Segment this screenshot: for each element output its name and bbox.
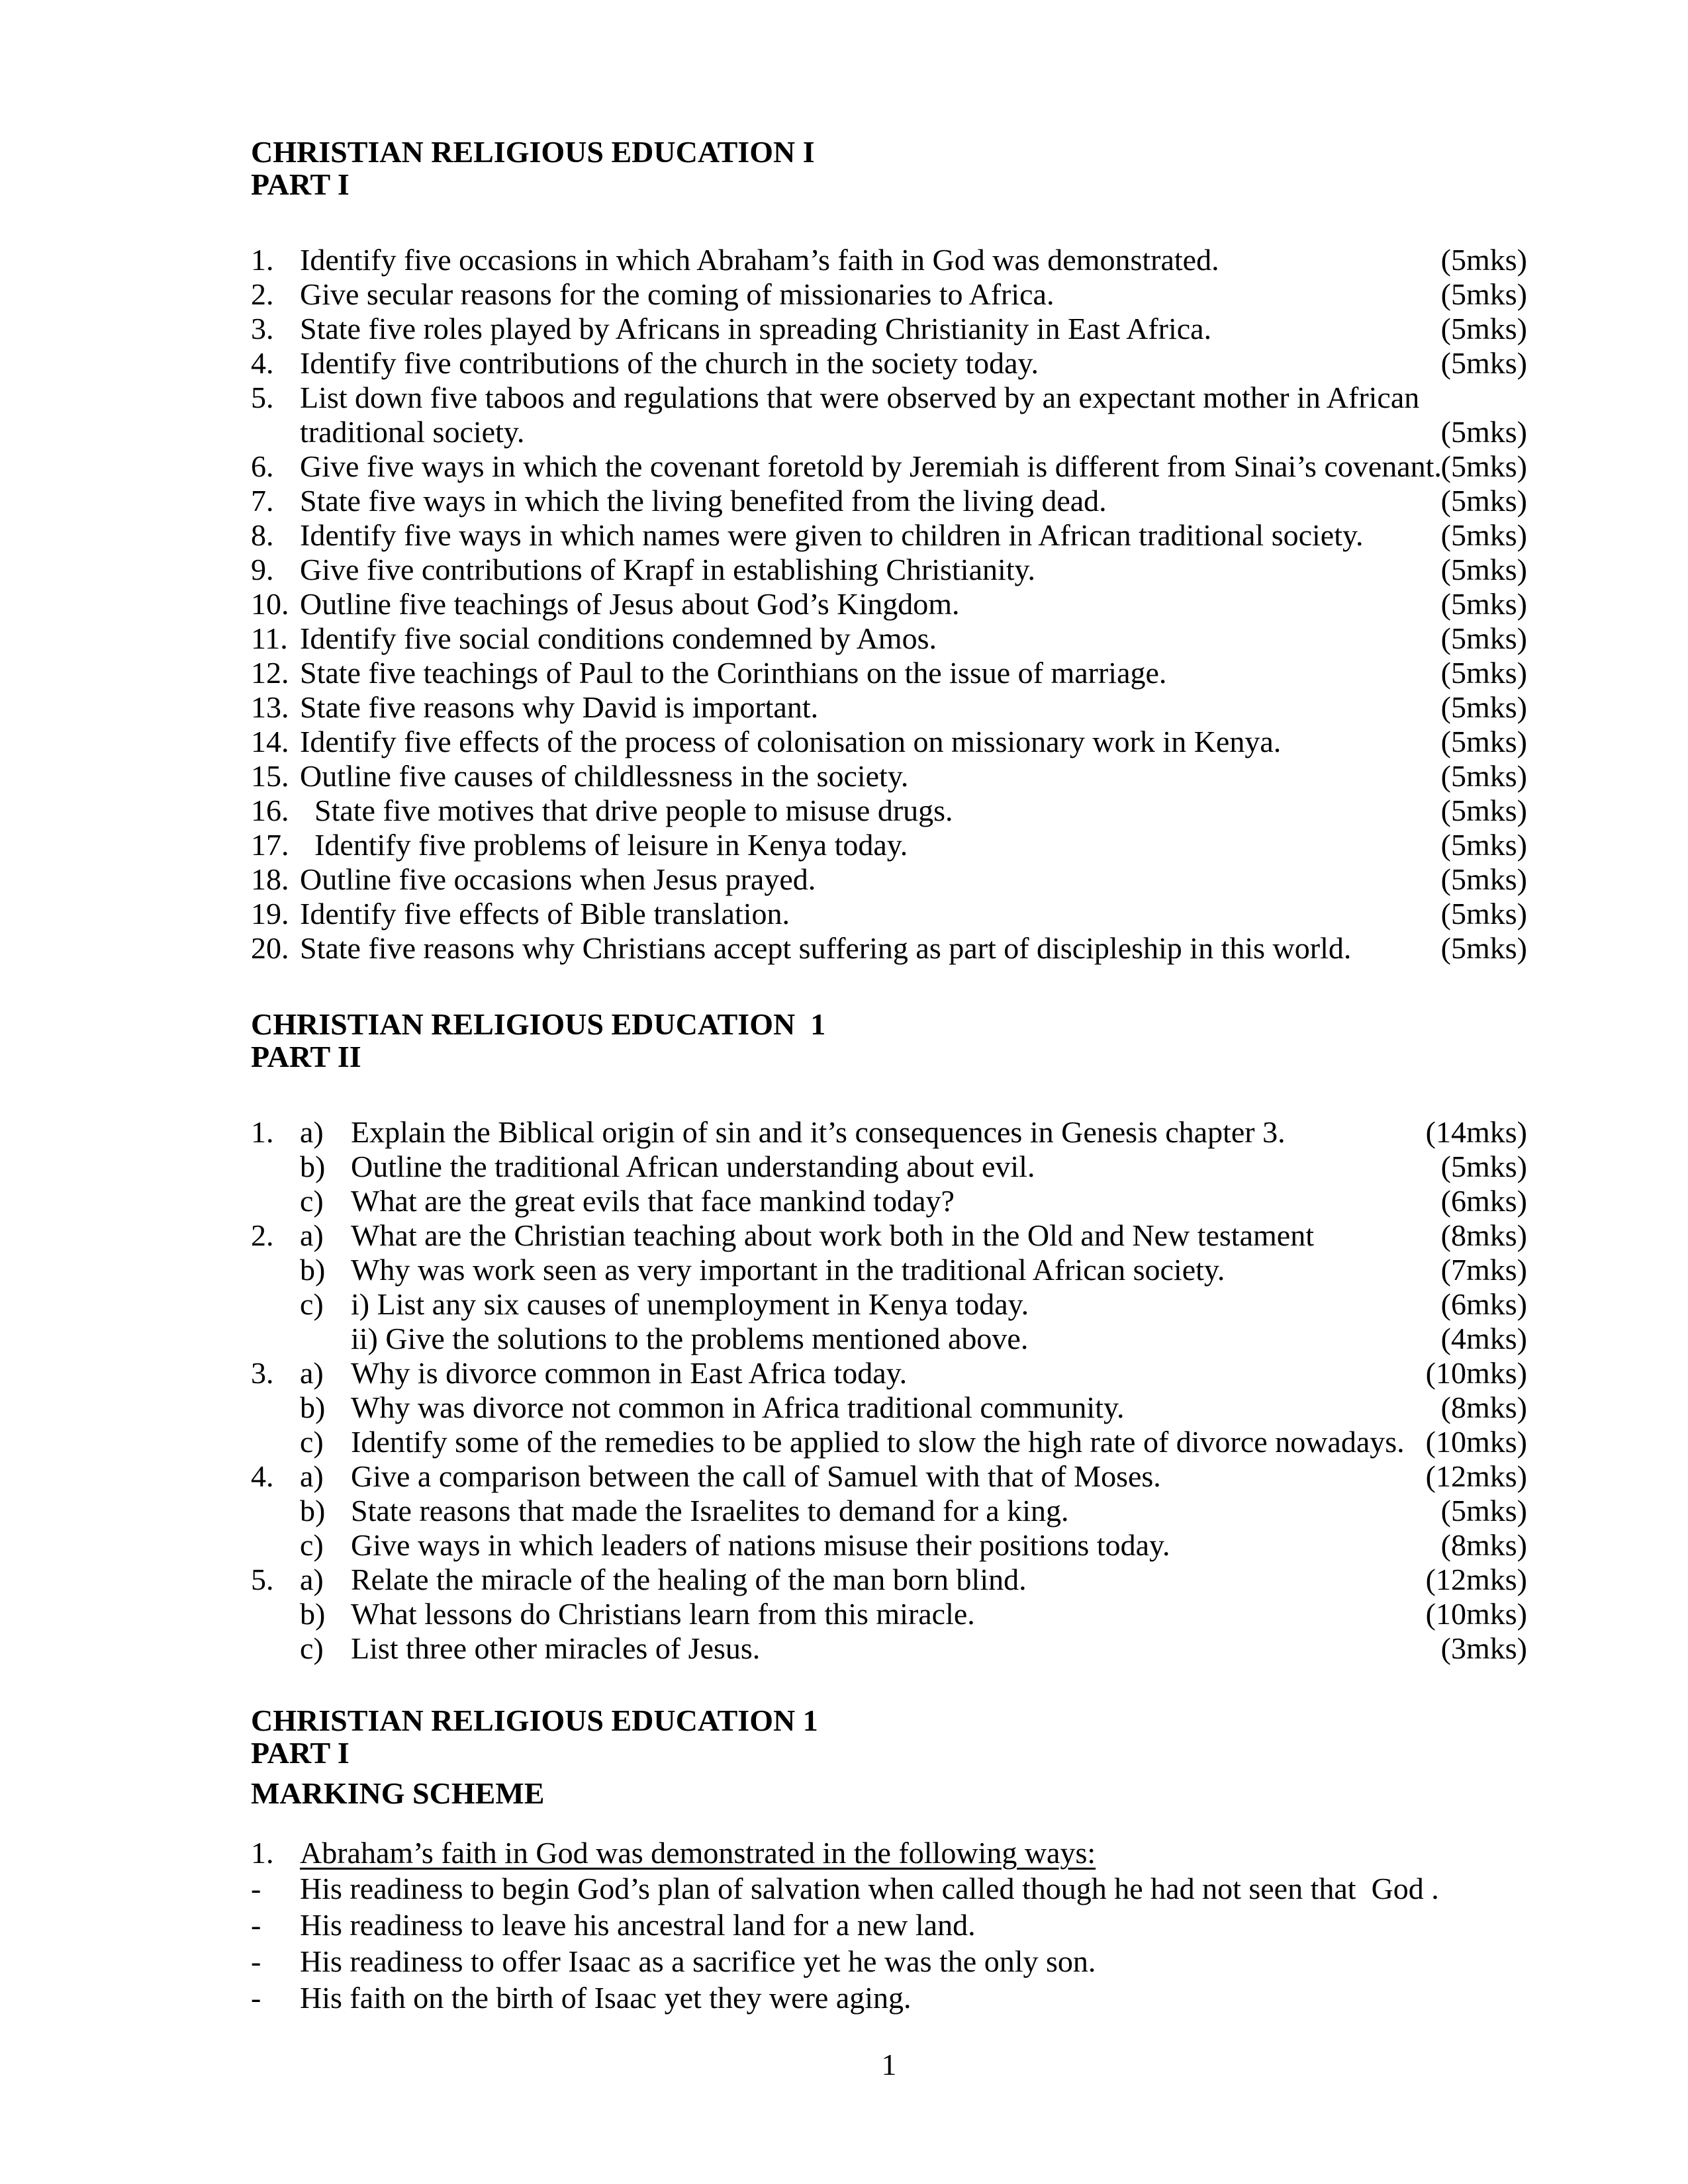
question-row <box>251 794 1527 828</box>
marking-bullet-row <box>251 1907 1527 1943</box>
question-marks: (6mks) <box>1440 1287 1527 1321</box>
question-letter: a) <box>300 1356 324 1390</box>
question-row <box>251 1528 1527 1563</box>
question-letter: c) <box>300 1631 324 1665</box>
question-text: Identify five effects of Bible translation. <box>300 897 790 931</box>
question-letter: c) <box>300 1425 324 1459</box>
question-number: 10. <box>251 587 289 621</box>
question-text: Give five contributions of Krapf in establishing Christianity. <box>300 553 1036 586</box>
question-text: Why was divorce not common in Africa traditional community. <box>351 1390 1125 1424</box>
question-row <box>251 1494 1527 1528</box>
part2-header <box>251 1008 1527 1073</box>
question-marks: (5mks) <box>1440 518 1527 552</box>
question-marks: (5mks) <box>1440 484 1527 518</box>
question-number: 9. <box>251 553 274 586</box>
question-marks: (8mks) <box>1440 1390 1527 1424</box>
question-marks: (5mks) <box>1440 794 1527 827</box>
question-text: Give secular reasons for the coming of missionaries to Africa. <box>300 277 1055 311</box>
question-marks: (5mks) <box>1440 243 1527 277</box>
question-number: 12. <box>251 656 289 690</box>
question-letter: a) <box>300 1218 324 1252</box>
question-row <box>251 1390 1527 1425</box>
question-row <box>251 1631 1527 1666</box>
question-number: 3. <box>251 312 274 345</box>
question-marks: (5mks) <box>1440 621 1527 655</box>
part1-header <box>251 136 1527 201</box>
question-letter: b) <box>300 1150 326 1183</box>
question-number: 16. <box>251 794 289 827</box>
question-letter: c) <box>300 1287 324 1321</box>
question-row <box>251 690 1527 725</box>
question-letter: a) <box>300 1563 324 1596</box>
question-number: 2. <box>251 1218 274 1252</box>
question-text: i) List any six causes of unemployment in Kenya today. <box>351 1287 1029 1321</box>
question-text: Explain the Biblical origin of sin and it’s consequences in Genesis chapter 3. <box>351 1115 1286 1149</box>
question-marks: (5mks) <box>1440 1494 1527 1527</box>
question-text: Outline five teachings of Jesus about God’s Kingdom. <box>300 587 960 621</box>
question-number: 3. <box>251 1356 274 1390</box>
question-text: Outline the traditional African understanding about evil. <box>351 1150 1035 1183</box>
question-number: 1. <box>251 1115 274 1149</box>
question-text: What lessons do Christians learn from this miracle. <box>351 1597 975 1631</box>
question-row <box>251 1218 1527 1253</box>
question-row <box>251 243 1527 277</box>
question-letter: b) <box>300 1494 326 1527</box>
question-row <box>251 518 1527 553</box>
bullet-text: His readiness to offer Isaac as a sacrifice yet he was the only son. <box>300 1944 1096 1978</box>
question-text: Why is divorce common in East Africa today. <box>351 1356 908 1390</box>
question-row <box>251 1253 1527 1287</box>
question-text: Outline five occasions when Jesus prayed. <box>300 862 816 896</box>
question-letter: b) <box>300 1597 326 1631</box>
question-marks: (5mks) <box>1440 828 1527 862</box>
question-marks: (5mks) <box>1440 862 1527 896</box>
question-letter: c) <box>300 1528 324 1562</box>
question-row <box>251 897 1527 931</box>
question-row <box>251 656 1527 690</box>
question-text: Identify five contributions of the church in the society today. <box>300 346 1039 380</box>
question-row <box>251 1184 1527 1218</box>
question-text: Outline five causes of childlessness in the society. <box>300 759 909 793</box>
question-text: State five teachings of Paul to the Corinthians on the issue of marriage. <box>300 656 1167 690</box>
question-marks: (8mks) <box>1440 1528 1527 1562</box>
question-text: List down five taboos and regulations that were observed by an expectant mother in African traditional society. <box>300 381 1427 449</box>
bullet-text: His readiness to leave his ancestral land for a new land. <box>300 1908 976 1942</box>
question-row <box>251 621 1527 656</box>
marking-item-row <box>251 1836 1527 1870</box>
question-text: What are the Christian teaching about work both in the Old and New testament <box>351 1218 1314 1252</box>
question-row <box>251 553 1527 587</box>
question-row <box>251 381 1527 449</box>
marking-bullet-row <box>251 1870 1527 1907</box>
question-marks: (5mks) <box>1440 931 1527 965</box>
part1-subtitle: PART I <box>251 167 350 201</box>
question-row <box>251 346 1527 381</box>
question-number: 2. <box>251 277 274 311</box>
question-row <box>251 1287 1527 1322</box>
question-text: State five reasons why David is important. <box>300 690 819 724</box>
question-row <box>251 587 1527 621</box>
question-marks: (5mks) <box>1440 1150 1527 1183</box>
question-marks: (5mks) <box>1440 656 1527 690</box>
marking-subtitle: PART I <box>251 1736 350 1770</box>
marking-title: CHRISTIAN RELIGIOUS EDUCATION 1 <box>251 1704 818 1737</box>
question-marks: (4mks) <box>1440 1322 1527 1355</box>
question-marks: (7mks) <box>1440 1253 1527 1287</box>
question-text: State five motives that drive people to misuse drugs. <box>314 794 953 827</box>
part1-title: CHRISTIAN RELIGIOUS EDUCATION I <box>251 135 815 169</box>
marking-item-number: 1. <box>251 1836 274 1870</box>
question-number: 1. <box>251 243 274 277</box>
question-letter: a) <box>300 1459 324 1493</box>
bullet-dash: - <box>251 1981 261 2015</box>
question-text: Why was work seen as very important in the traditional African society. <box>351 1253 1225 1287</box>
question-marks: (5mks) <box>1440 725 1527 758</box>
question-number: 5. <box>251 1563 274 1596</box>
question-marks: (5mks) <box>1440 346 1527 380</box>
question-marks: (12mks) <box>1425 1563 1527 1596</box>
question-number: 8. <box>251 518 274 552</box>
question-number: 11. <box>251 621 288 655</box>
question-row <box>251 1115 1527 1150</box>
question-text: Give five ways in which the covenant foretold by Jeremiah is different from Sinai’s covenant. <box>300 449 1442 483</box>
question-text: Identify five ways in which names were given to children in African traditional society. <box>300 518 1364 552</box>
question-number: 4. <box>251 1459 274 1493</box>
question-letter: b) <box>300 1253 326 1287</box>
question-row <box>251 862 1527 897</box>
question-number: 7. <box>251 484 274 518</box>
question-row <box>251 759 1527 794</box>
question-number: 15. <box>251 759 289 793</box>
question-marks: (5mks) <box>1440 587 1527 621</box>
question-marks: (5mks) <box>1440 553 1527 586</box>
question-letter: b) <box>300 1390 326 1424</box>
marking-item-heading: Abraham’s faith in God was demonstrated in the following ways: <box>300 1836 1096 1870</box>
question-number: 14. <box>251 725 289 758</box>
question-letter: c) <box>300 1184 324 1218</box>
question-row <box>251 828 1527 862</box>
question-marks: (14mks) <box>1425 1115 1527 1149</box>
question-number: 6. <box>251 449 274 483</box>
bullet-text: His faith on the birth of Isaac yet they were aging. <box>300 1981 912 2015</box>
question-number: 18. <box>251 862 289 896</box>
question-marks: (5mks) <box>1440 312 1527 345</box>
part2-title: CHRISTIAN RELIGIOUS EDUCATION 1 <box>251 1007 826 1041</box>
question-number: 17. <box>251 828 289 862</box>
part2-question-list <box>251 1115 1527 1666</box>
question-marks: (12mks) <box>1425 1459 1527 1493</box>
question-text: ii) Give the solutions to the problems mentioned above. <box>351 1322 1029 1355</box>
part2-subtitle: PART II <box>251 1040 361 1073</box>
question-text: Identify five effects of the process of colonisation on missionary work in Kenya. <box>300 725 1282 758</box>
bullet-text: His readiness to begin God’s plan of salvation when called though he had not seen that God . <box>300 1872 1439 1905</box>
question-marks: (8mks) <box>1440 1218 1527 1252</box>
question-text: Relate the miracle of the healing of the man born blind. <box>351 1563 1027 1596</box>
question-letter: a) <box>300 1115 324 1149</box>
question-row <box>251 1356 1527 1390</box>
bullet-dash: - <box>251 1944 261 1978</box>
page-number: 1 <box>881 2048 897 2081</box>
question-text: State five roles played by Africans in spreading Christianity in East Africa. <box>300 312 1212 345</box>
question-marks: (5mks) <box>1440 897 1527 931</box>
marking-bullet-list <box>251 1870 1527 2016</box>
question-row <box>251 1150 1527 1184</box>
question-row <box>251 312 1527 346</box>
bullet-dash: - <box>251 1872 261 1905</box>
question-text: Give ways in which leaders of nations misuse their positions today. <box>351 1528 1170 1562</box>
question-text: Identify five occasions in which Abraham’s faith in God was demonstrated. <box>300 243 1219 277</box>
marking-bullet-row <box>251 1979 1527 2016</box>
question-row <box>251 931 1527 966</box>
question-number: 13. <box>251 690 289 724</box>
question-marks: (10mks) <box>1425 1356 1527 1390</box>
marking-scheme-label: MARKING SCHEME <box>251 1776 545 1810</box>
question-marks: (5mks) <box>1440 415 1527 449</box>
question-text: Identify five problems of leisure in Kenya today. <box>314 828 908 862</box>
question-text: State five ways in which the living benefited from the living dead. <box>300 484 1107 518</box>
question-row <box>251 277 1527 312</box>
question-marks: (5mks) <box>1440 449 1527 483</box>
question-row <box>251 1459 1527 1494</box>
question-text: What are the great evils that face mankind today? <box>351 1184 955 1218</box>
question-text: List three other miracles of Jesus. <box>351 1631 761 1665</box>
question-row <box>251 1425 1527 1459</box>
marking-bullet-row <box>251 1943 1527 1979</box>
question-row <box>251 1563 1527 1597</box>
part1-question-list <box>251 243 1527 966</box>
question-row <box>251 725 1527 759</box>
question-text: State reasons that made the Israelites to demand for a king. <box>351 1494 1069 1527</box>
question-row <box>251 484 1527 518</box>
question-marks: (5mks) <box>1440 277 1527 311</box>
question-marks: (6mks) <box>1440 1184 1527 1218</box>
question-text: Give a comparison between the call of Samuel with that of Moses. <box>351 1459 1161 1493</box>
question-marks: (5mks) <box>1440 690 1527 724</box>
question-marks: (3mks) <box>1440 1631 1527 1665</box>
question-number: 19. <box>251 897 289 931</box>
question-row <box>251 1322 1527 1356</box>
question-marks: (10mks) <box>1425 1597 1527 1631</box>
question-number: 20. <box>251 931 289 965</box>
marking-scheme-header <box>251 1704 1527 1809</box>
question-text: State five reasons why Christians accept suffering as part of discipleship in this world. <box>300 931 1352 965</box>
question-text: Identify five social conditions condemned by Amos. <box>300 621 937 655</box>
question-marks: (5mks) <box>1440 759 1527 793</box>
question-number: 5. <box>251 381 274 414</box>
question-marks: (10mks) <box>1425 1425 1527 1459</box>
question-row <box>251 1597 1527 1631</box>
question-row <box>251 449 1527 484</box>
marking-scheme-section <box>251 1836 1527 2016</box>
question-number: 4. <box>251 346 274 380</box>
bullet-dash: - <box>251 1908 261 1942</box>
question-text: Identify some of the remedies to be applied to slow the high rate of divorce nowadays. <box>351 1425 1405 1459</box>
